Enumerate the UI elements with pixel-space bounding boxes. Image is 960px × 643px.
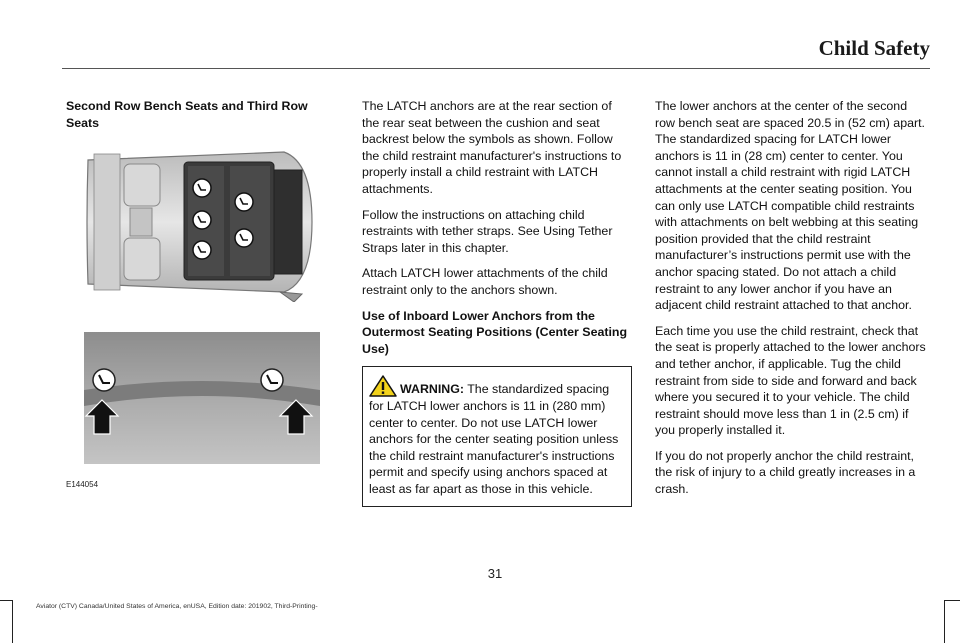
crop-mark: [944, 600, 945, 643]
section-heading-inboard-anchors: Use of Inboard Lower Anchors from the Outermost Seating Positions (Center Seating Use): [362, 308, 628, 356]
column-1: [66, 98, 328, 140]
paragraph: Each time you use the child restraint, check that the seat is properly attached to the lower anchors and tether anchor, if applicable. Tug the child restraint from side to side and forward and back where you secured it to your vehicle. The child restraint should move less than 1 in (2.5 cm) if you properly installed it.: [655, 323, 926, 438]
paragraph: Attach LATCH lower attachments of the child restraint only to the anchors shown.: [362, 266, 608, 297]
column-3: [655, 98, 927, 507]
paragraph: If you do not properly anchor the child restraint, the risk of injury to a child greatly increases in a crash.: [655, 448, 916, 497]
crop-mark: [12, 600, 13, 643]
figure-id: E144054: [66, 480, 99, 489]
vehicle-top-view-figure: [84, 142, 314, 302]
page-number: 31: [487, 566, 503, 581]
warning-text: The standardized spacing for LATCH lower anchors is 11 in (280 mm) center to center. Do not use LATCH lower anchors for the center seating position unless the child restraint manufacturer's instructions permit and specify using anchors spaced at least as far apart as those in this vehicle.: [369, 382, 619, 496]
warning-box: [362, 366, 632, 507]
paragraph: The LATCH anchors are at the rear section of the rear seat between the cushion and seat backrest below the symbols as shown. Follow the child restraint manufacturer's instructions to properly install a child restraint with LATCH attachments.: [362, 99, 622, 196]
paragraph: The lower anchors at the center of the second row bench seat are spaced 20.5 in (52 cm) apart. The standardized spacing for LATCH lower anchors is 11 in (28 cm) center to center. You cannot install a child restraint with rigid LATCH attachments at the center seating position. You can only use LATCH compatible child restraints with attachments on belt webbing at this seating position provided that the child restraint manufacturer’s instructions permit use with the anchor spacing stated. Do not attach a child restraint to any lower anchor if you have an adjacent child restraint attached to that anchor.: [655, 99, 925, 313]
footer-edition-text: Aviator (CTV) Canada/United States of America, enUSA, Edition date: 201902, Third-Printing-: [36, 603, 318, 610]
paragraph: Follow the instructions on attaching child restraints with tether straps. See Using Tether Straps later in this chapter.: [362, 207, 613, 255]
title-divider: [62, 68, 930, 69]
warning-triangle-icon: [369, 375, 397, 397]
page-title: Child Safety: [818, 36, 930, 60]
column-2: [362, 98, 632, 507]
latch-anchor-closeup-figure: [84, 332, 320, 464]
crop-mark: [945, 600, 960, 601]
warning-label: WARNING:: [400, 382, 465, 397]
crop-mark: [0, 600, 12, 601]
section-heading-second-row: Second Row Bench Seats and Third Row Seats: [66, 99, 308, 130]
